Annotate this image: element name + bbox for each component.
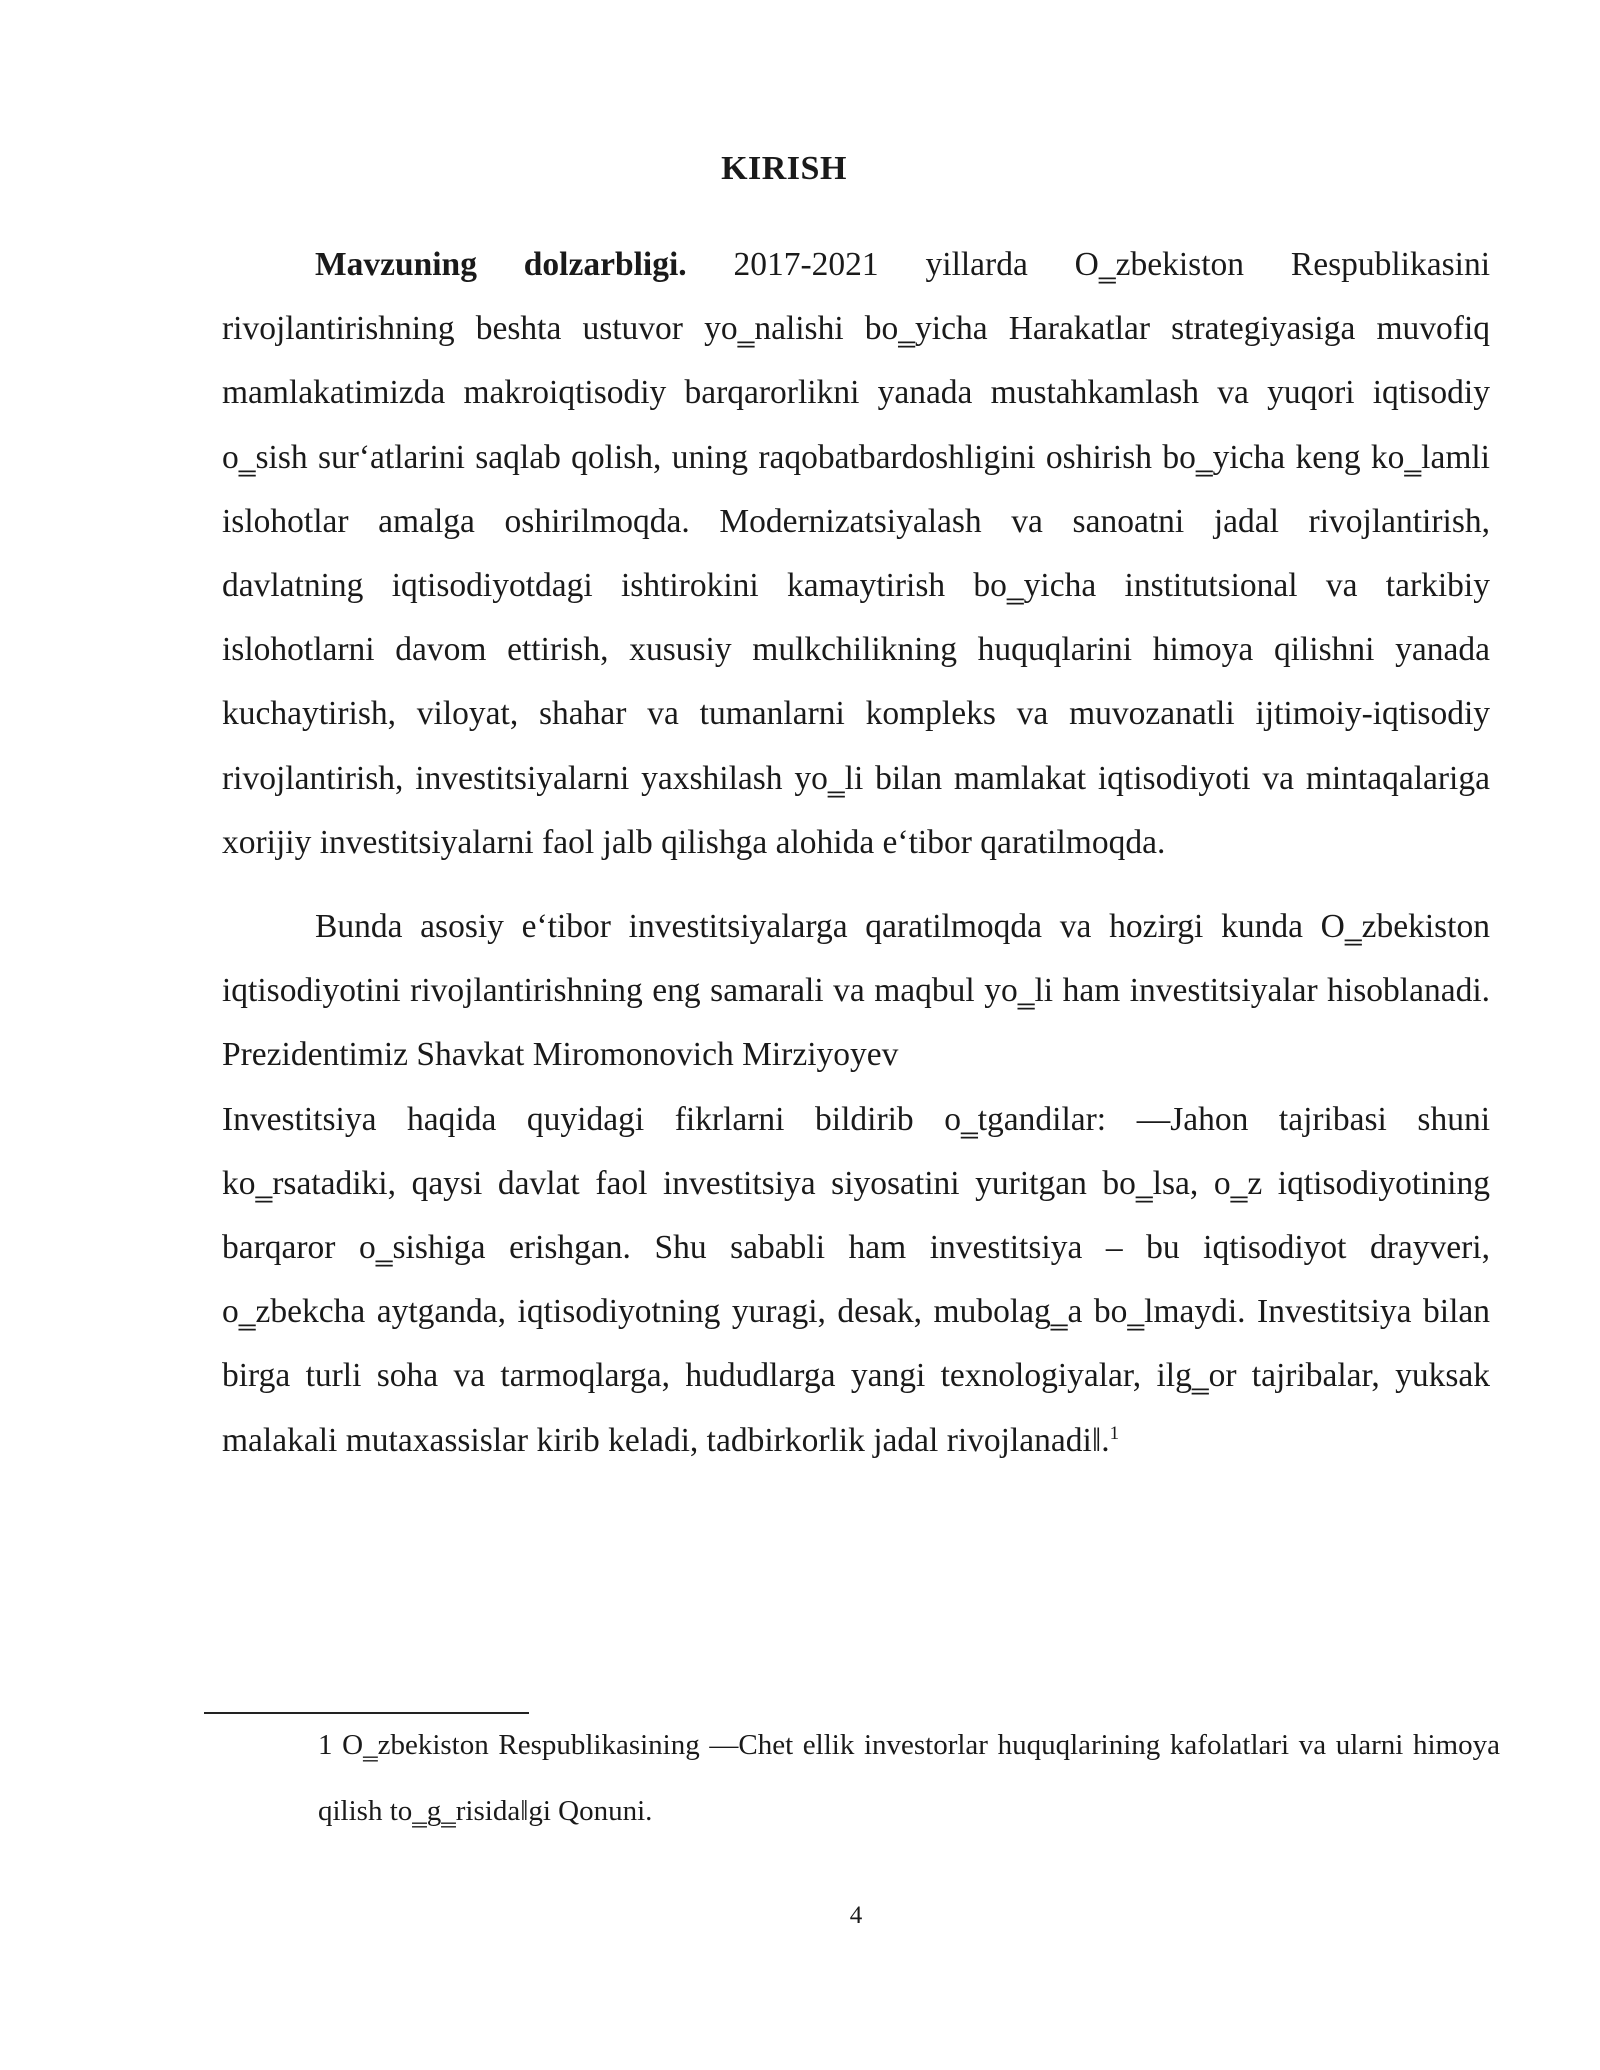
paragraph-3-text: Investitsiya haqida quyidagi fikrlarni bildirib o‗tgandilar: —Jahon tajribasi shuni ko‗rsatadiki, qaysi davlat faol investitsiya siyosatini yuritgan bo‗lsa, o‗z iqtisodiyotining barqaror o‗sishiga erishgan. Shu sababli ham investitsiya – bu iqtisodiyot drayveri, o‗zbekcha aytganda, iqtisodiyotning yuragi, desak, mubolag‗a bo‗lmaydi. Investitsiya bilan birga turli soha va tarmoqlarga, hududlarga yangi texnologiyalar, ilg‗or tajribalar, yuksak malakali mutaxassislar kirib keladi, tadbirkorlik jadal rivojlanadi‖.: [222, 1100, 1490, 1459]
page-title: KIRISH: [721, 150, 847, 187]
paragraph-3: [222, 1088, 1490, 1473]
paragraph-lead: Mavzuning dolzarbligi.: [315, 246, 687, 283]
paragraph-1-text: 2017-2021 yillarda O‗zbekiston Respublikasini rivojlantirishning beshta ustuvor yo‗nalishi bo‗yicha Harakatlar strategiyasiga muvofiq mamlakatimizda makroiqtisodiy barqarorlikni yanada mustahkamlash va yuqori iqtisodiy o‗sish sur‘atlarini saqlab qolish, uning raqobatbardoshligini oshirish bo‗yicha keng ko‗lamli islohotlar amalga oshirilmoqda. Modernizatsiyalash va sanoatni jadal rivojlantirish, davlatning iqtisodiyotdagi ishtirokini kamaytirish bo‗yicha institutsional va tarkibiy islohotlarni davom ettirish, xususiy mulkchilikning huquqlarini himoya qilishni yanada kuchaytirish, viloyat, shahar va tumanlarni kompleks va muvozanatli ijtimoiy-iqtisodiy rivojlantirish, investitsiyalarni yaxshilash yo‗li bilan mamlakat iqtisodiyoti va mintaqalariga xorijiy investitsiyalarni faol jalb qilishga alohida e‘tibor qaratilmoqda.: [222, 246, 1490, 861]
footnote-reference: 1: [1109, 1422, 1120, 1444]
paragraph-1: [222, 233, 1490, 875]
footnote: 1 O‗zbekiston Respublikasining —Chet ellik investorlar huquqlarining kafolatlari va ularni himoya qilish to‗g‗risida‖gi Qonuni.: [318, 1729, 1500, 1827]
page-number: 4: [849, 1902, 863, 1929]
paragraph-2: Bunda asosiy e‘tibor investitsiyalarga qaratilmoqda va hozirgi kunda O‗zbekiston iqtisodiyotini rivojlantirishning eng samarali va maqbul yo‗li ham investitsiyalar hisoblanadi. Prezidentimiz Shavkat Miromonovich Mirziyoyev: [222, 908, 1490, 1074]
body-text: [222, 233, 1490, 1473]
